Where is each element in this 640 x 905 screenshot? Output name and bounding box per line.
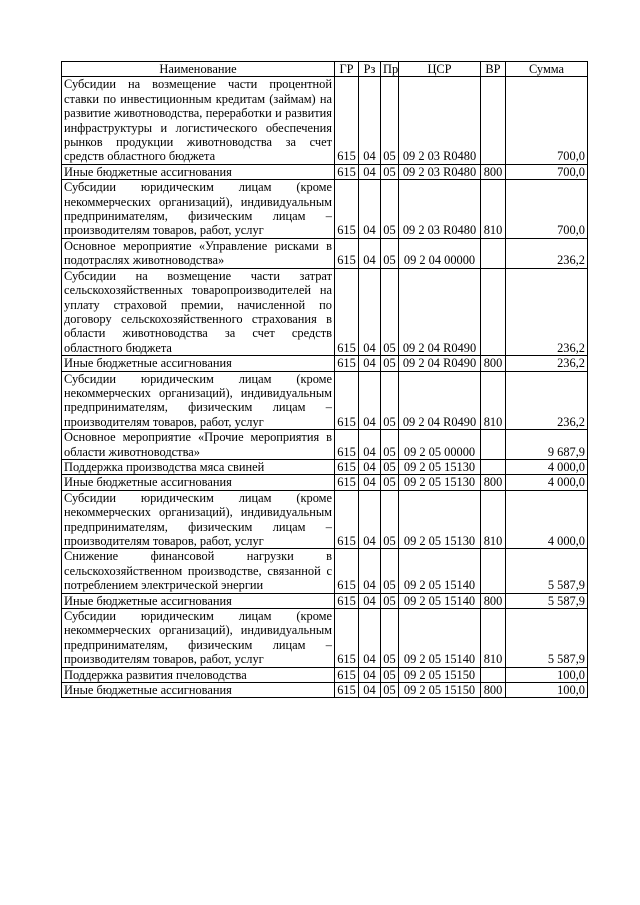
row-name: Иные бюджетные ассигнования [62, 683, 335, 698]
row-vr [481, 430, 506, 460]
row-csr: 09 2 05 15130 [399, 490, 481, 549]
row-pr: 05 [381, 593, 399, 608]
table-row [62, 549, 588, 593]
header-pr: Пр [381, 62, 399, 77]
row-sum: 4 000,0 [506, 490, 588, 549]
row-sum: 5 587,9 [506, 609, 588, 668]
row-gr: 615 [335, 667, 359, 682]
row-name: Субсидии на возмещение части затрат сельскохозяйственных товаропроизводителей на уплату страховой премии, начисленной по договору сельскохозяйственного страхования в области животноводства за счет средств областного бюджета [62, 268, 335, 355]
row-sum: 5 587,9 [506, 593, 588, 608]
row-gr: 615 [335, 371, 359, 430]
row-csr: 09 2 05 15140 [399, 609, 481, 668]
row-name: Субсидии юридическим лицам (кроме некоммерческих организаций), индивидуальным предпринимателям, физическим лицам – производителям товаров, работ, услуг [62, 490, 335, 549]
table-row [62, 164, 588, 179]
row-vr: 810 [481, 180, 506, 239]
table-row [62, 609, 588, 668]
row-rz: 04 [359, 371, 381, 430]
row-sum: 236,2 [506, 371, 588, 430]
row-csr: 09 2 05 15140 [399, 549, 481, 593]
row-name: Субсидии юридическим лицам (кроме некоммерческих организаций), индивидуальным предпринимателям, физическим лицам – производителям товаров, работ, услуг [62, 371, 335, 430]
row-rz: 04 [359, 609, 381, 668]
row-sum: 4 000,0 [506, 459, 588, 474]
table-row [62, 490, 588, 549]
row-rz: 04 [359, 683, 381, 698]
row-gr: 615 [335, 430, 359, 460]
row-vr [481, 238, 506, 268]
row-rz: 04 [359, 593, 381, 608]
row-csr: 09 2 05 15140 [399, 593, 481, 608]
row-csr: 09 2 04 R0490 [399, 371, 481, 430]
row-name: Субсидии на возмещение части процентной ставки по инвестиционным кредитам (займам) на развитие животноводства, переработки и развития инфраструктуры и логистического обеспечения рынков продукции животноводства за счет средств областного бюджета [62, 77, 335, 164]
row-sum: 700,0 [506, 180, 588, 239]
row-csr: 09 2 05 15130 [399, 475, 481, 490]
row-gr: 615 [335, 238, 359, 268]
row-csr: 09 2 05 15130 [399, 459, 481, 474]
row-rz: 04 [359, 268, 381, 355]
row-pr: 05 [381, 683, 399, 698]
row-sum: 100,0 [506, 667, 588, 682]
row-pr: 05 [381, 180, 399, 239]
row-name: Иные бюджетные ассигнования [62, 164, 335, 179]
row-sum: 236,2 [506, 356, 588, 371]
header-vr: ВР [481, 62, 506, 77]
table-row [62, 238, 588, 268]
row-csr: 09 2 04 R0490 [399, 268, 481, 355]
row-name: Поддержка развития пчеловодства [62, 667, 335, 682]
row-vr: 800 [481, 356, 506, 371]
row-gr: 615 [335, 593, 359, 608]
row-vr [481, 667, 506, 682]
row-gr: 615 [335, 549, 359, 593]
row-rz: 04 [359, 356, 381, 371]
row-vr: 800 [481, 164, 506, 179]
row-csr: 09 2 05 15150 [399, 667, 481, 682]
row-gr: 615 [335, 490, 359, 549]
row-rz: 04 [359, 430, 381, 460]
row-gr: 615 [335, 268, 359, 355]
row-pr: 05 [381, 238, 399, 268]
row-name: Субсидии юридическим лицам (кроме некоммерческих организаций), индивидуальным предпринимателям, физическим лицам – производителям товаров, работ, услуг [62, 180, 335, 239]
row-gr: 615 [335, 459, 359, 474]
row-gr: 615 [335, 77, 359, 164]
row-pr: 05 [381, 667, 399, 682]
row-name: Субсидии юридическим лицам (кроме некоммерческих организаций), индивидуальным предпринимателям, физическим лицам – производителям товаров, работ, услуг [62, 609, 335, 668]
row-pr: 05 [381, 77, 399, 164]
row-sum: 700,0 [506, 77, 588, 164]
row-gr: 615 [335, 180, 359, 239]
row-sum: 700,0 [506, 164, 588, 179]
row-name: Поддержка производства мяса свиней [62, 459, 335, 474]
row-pr: 05 [381, 490, 399, 549]
budget-table-page [61, 61, 587, 698]
row-name: Основное мероприятие «Прочие мероприятия в области животноводства» [62, 430, 335, 460]
header-rz: Рз [359, 62, 381, 77]
row-gr: 615 [335, 164, 359, 179]
table-header-row [62, 62, 588, 77]
row-name: Иные бюджетные ассигнования [62, 593, 335, 608]
row-pr: 05 [381, 356, 399, 371]
row-pr: 05 [381, 164, 399, 179]
row-rz: 04 [359, 549, 381, 593]
row-gr: 615 [335, 356, 359, 371]
row-sum: 100,0 [506, 683, 588, 698]
row-pr: 05 [381, 430, 399, 460]
budget-table [61, 61, 588, 698]
table-row [62, 268, 588, 355]
row-pr: 05 [381, 371, 399, 430]
table-row [62, 667, 588, 682]
row-pr: 05 [381, 459, 399, 474]
row-sum: 4 000,0 [506, 475, 588, 490]
row-csr: 09 2 04 00000 [399, 238, 481, 268]
row-rz: 04 [359, 667, 381, 682]
row-rz: 04 [359, 164, 381, 179]
row-csr: 09 2 03 R0480 [399, 164, 481, 179]
row-rz: 04 [359, 238, 381, 268]
row-name: Иные бюджетные ассигнования [62, 356, 335, 371]
row-vr [481, 549, 506, 593]
row-sum: 9 687,9 [506, 430, 588, 460]
row-rz: 04 [359, 180, 381, 239]
row-pr: 05 [381, 549, 399, 593]
header-csr: ЦСР [399, 62, 481, 77]
table-row [62, 593, 588, 608]
row-rz: 04 [359, 459, 381, 474]
row-vr: 810 [481, 490, 506, 549]
row-sum: 236,2 [506, 238, 588, 268]
row-vr: 800 [481, 683, 506, 698]
row-csr: 09 2 05 15150 [399, 683, 481, 698]
row-vr: 800 [481, 593, 506, 608]
row-vr: 810 [481, 609, 506, 668]
row-name: Иные бюджетные ассигнования [62, 475, 335, 490]
table-row [62, 356, 588, 371]
row-pr: 05 [381, 475, 399, 490]
row-rz: 04 [359, 77, 381, 164]
header-gr: ГР [335, 62, 359, 77]
header-sum: Сумма [506, 62, 588, 77]
row-csr: 09 2 04 R0490 [399, 356, 481, 371]
row-vr [481, 268, 506, 355]
row-csr: 09 2 03 R0480 [399, 180, 481, 239]
table-row [62, 475, 588, 490]
row-gr: 615 [335, 475, 359, 490]
row-rz: 04 [359, 490, 381, 549]
row-pr: 05 [381, 609, 399, 668]
row-sum: 5 587,9 [506, 549, 588, 593]
row-vr [481, 77, 506, 164]
row-pr: 05 [381, 268, 399, 355]
table-row [62, 683, 588, 698]
row-gr: 615 [335, 609, 359, 668]
row-vr: 810 [481, 371, 506, 430]
table-row [62, 430, 588, 460]
table-row [62, 77, 588, 164]
row-sum: 236,2 [506, 268, 588, 355]
table-row [62, 180, 588, 239]
row-name: Основное мероприятие «Управление рисками в подотраслях животноводства» [62, 238, 335, 268]
table-row [62, 371, 588, 430]
header-name: Наименование [62, 62, 335, 77]
row-gr: 615 [335, 683, 359, 698]
row-rz: 04 [359, 475, 381, 490]
row-vr [481, 459, 506, 474]
row-csr: 09 2 05 00000 [399, 430, 481, 460]
row-name: Снижение финансовой нагрузки в сельскохозяйственном производстве, связанной с потреблением электрической энергии [62, 549, 335, 593]
row-csr: 09 2 03 R0480 [399, 77, 481, 164]
row-vr: 800 [481, 475, 506, 490]
table-row [62, 459, 588, 474]
